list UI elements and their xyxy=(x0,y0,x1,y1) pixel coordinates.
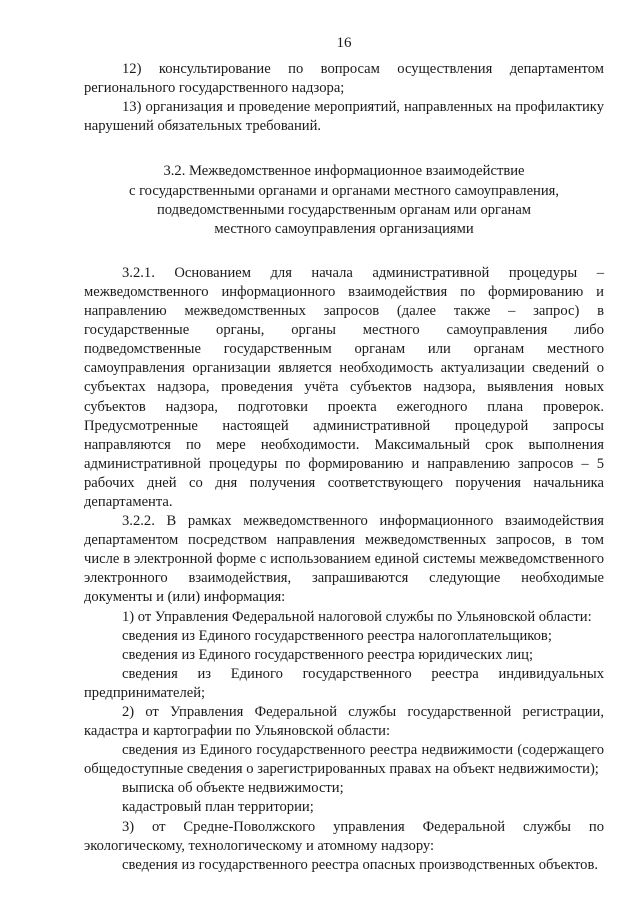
paragraph-3-2-2: 3.2.2. В рамках межведомственного информационного взаимодействия департаментом посредством направления межведомственных запросов, в том числе в электронной форме с использованием единой системы межведомственного электронного взаимодействия, запрашиваются следующие необходимые документы и (или) информация: xyxy=(84,513,604,606)
list-item: сведения из Единого государственного реестра индивидуальных предпринимателей; xyxy=(84,665,604,701)
page-content xyxy=(84,34,604,875)
list-item: 1) от Управления Федеральной налоговой службы по Ульяновской области: xyxy=(122,608,592,625)
section-heading xyxy=(84,162,604,238)
list-item: сведения из Единого государственного реестра юридических лиц; xyxy=(122,646,534,663)
page-number: 16 xyxy=(336,35,352,51)
list-item: сведения из Единого государственного реестра недвижимости (содержащего общедоступные сведения о зарегистрированных правах на объект недвижимости); xyxy=(84,742,604,778)
section-heading-line: с государственными органами и органами местного самоуправления, xyxy=(128,182,560,199)
list-item: кадастровый план территории; xyxy=(122,799,314,816)
list-item: сведения из Единого государственного реестра налогоплательщиков; xyxy=(122,627,552,644)
list-item: сведения из государственного реестра опасных производственных объектов. xyxy=(122,856,599,873)
section-heading-line: местного самоуправления организациями xyxy=(214,220,474,237)
list-item: выписка об объекте недвижимости; xyxy=(122,780,344,797)
list-item-12: 12) консультирование по вопросам осуществления департаментом регионального государственного надзора; xyxy=(84,61,604,97)
section-heading-line: подведомственными государственным органам или органам xyxy=(156,201,532,218)
paragraph-3-2-1: 3.2.1. Основанием для начала административной процедуры – межведомственного информационного взаимодействия по формированию и направлению межведомственных запросов (далее также – запрос) в государственные органы, органы местного самоуправления либо подведомственные государственным органам или органам местного самоуправления организации является необходимость актуализации сведений о субъектах надзора, проведения учёта субъектов надзора, выявления новых субъектов надзора, подготовки проекта ежегодного плана проверок. Предусмотренные настоящей административной процедурой запросы направляются по мере необходимости. Максимальный срок выполнения административной процедуры по формированию и направлению запросов – 5 рабочих дней со дня получения соответствующего поручения начальника департамента. xyxy=(84,264,604,510)
list-item: 2) от Управления Федеральной службы государственной регистрации, кадастра и картографии по Ульяновской области: xyxy=(84,704,604,740)
list-item-13: 13) организация и проведение мероприятий, направленных на профилактику нарушений обязательных требований. xyxy=(84,99,604,135)
list-item: 3) от Средне-Поволжского управления Федеральной службы по экологическому, технологическому и атомному надзору: xyxy=(84,818,604,854)
section-heading-line: 3.2. Межведомственное информационное взаимодействие xyxy=(163,163,525,180)
